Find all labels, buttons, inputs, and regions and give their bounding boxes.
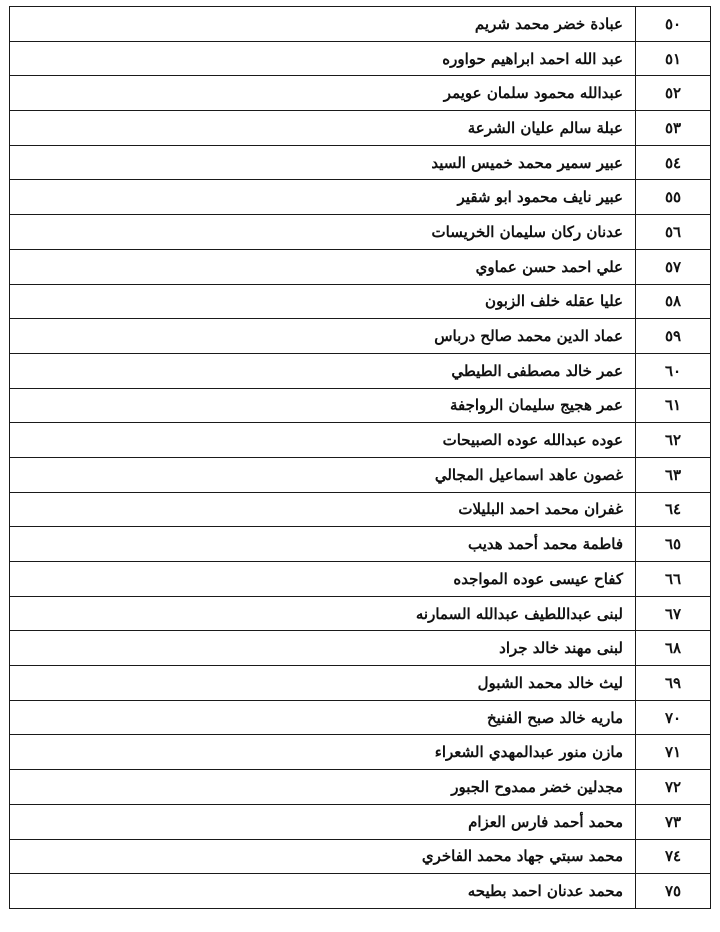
row-name: كفاح عيسى عوده المواجده xyxy=(10,562,636,597)
row-name: عبدالله محمود سلمان عويمر xyxy=(10,76,636,111)
row-number: ٦٢ xyxy=(636,423,711,458)
table-row xyxy=(10,76,711,111)
table-row xyxy=(10,423,711,458)
row-name: عماد الدين محمد صالح درباس xyxy=(10,319,636,354)
row-name: عوده عبدالله عوده الصبيحات xyxy=(10,423,636,458)
table-row xyxy=(10,562,711,597)
row-number: ٥٥ xyxy=(636,180,711,215)
table-row xyxy=(10,527,711,562)
row-name: عبلة سالم عليان الشرعة xyxy=(10,111,636,146)
row-number: ٦٧ xyxy=(636,596,711,631)
table-row xyxy=(10,666,711,701)
row-name: لبنى عبداللطيف عبدالله السمارنه xyxy=(10,596,636,631)
row-number: ٦٦ xyxy=(636,562,711,597)
row-number: ٥٠ xyxy=(636,7,711,42)
row-name: عليا عقله خلف الزبون xyxy=(10,284,636,319)
table-row xyxy=(10,284,711,319)
row-number: ٦٤ xyxy=(636,492,711,527)
row-name: عمر خالد مصطفى الطيطي xyxy=(10,353,636,388)
row-number: ٧٢ xyxy=(636,770,711,805)
row-number: ٥٢ xyxy=(636,76,711,111)
table-row xyxy=(10,111,711,146)
table-row xyxy=(10,180,711,215)
table-row xyxy=(10,874,711,909)
row-number: ٥٧ xyxy=(636,249,711,284)
row-name: محمد أحمد فارس العزام xyxy=(10,804,636,839)
row-number: ٥٦ xyxy=(636,215,711,250)
row-number: ٦١ xyxy=(636,388,711,423)
row-name: علي احمد حسن عماوي xyxy=(10,249,636,284)
table-row xyxy=(10,353,711,388)
row-name: محمد سبتي جهاد محمد الفاخري xyxy=(10,839,636,874)
row-number: ٥٣ xyxy=(636,111,711,146)
row-number: ٦٣ xyxy=(636,457,711,492)
table-row xyxy=(10,388,711,423)
row-name: لبنى مهند خالد جراد xyxy=(10,631,636,666)
table-row xyxy=(10,735,711,770)
row-number: ٧٠ xyxy=(636,700,711,735)
table-row xyxy=(10,41,711,76)
row-name: فاطمة محمد أحمد هديب xyxy=(10,527,636,562)
row-name: غصون عاهد اسماعيل المجالي xyxy=(10,457,636,492)
table-row xyxy=(10,631,711,666)
table-row xyxy=(10,839,711,874)
row-number: ٦٩ xyxy=(636,666,711,701)
row-name: ماريه خالد صبح الفنيخ xyxy=(10,700,636,735)
row-name: مجدلين خضر ممدوح الجبور xyxy=(10,770,636,805)
names-table-body xyxy=(10,7,711,909)
row-number: ٦٨ xyxy=(636,631,711,666)
table-row xyxy=(10,7,711,42)
row-name: عدنان ركان سليمان الخريسات xyxy=(10,215,636,250)
row-number: ٧٤ xyxy=(636,839,711,874)
table-row xyxy=(10,319,711,354)
row-number: ٧١ xyxy=(636,735,711,770)
row-name: عبير سمير محمد خميس السيد xyxy=(10,145,636,180)
table-row xyxy=(10,596,711,631)
names-table xyxy=(9,6,711,909)
row-number: ٥٨ xyxy=(636,284,711,319)
row-number: ٥١ xyxy=(636,41,711,76)
row-number: ٧٥ xyxy=(636,874,711,909)
row-number: ٥٩ xyxy=(636,319,711,354)
row-number: ٦٠ xyxy=(636,353,711,388)
table-row xyxy=(10,492,711,527)
row-name: مازن منور عبدالمهدي الشعراء xyxy=(10,735,636,770)
table-row xyxy=(10,804,711,839)
row-number: ٦٥ xyxy=(636,527,711,562)
table-row xyxy=(10,249,711,284)
table-row xyxy=(10,700,711,735)
row-number: ٧٣ xyxy=(636,804,711,839)
table-row xyxy=(10,770,711,805)
table-row xyxy=(10,215,711,250)
row-name: عبير نايف محمود ابو شقير xyxy=(10,180,636,215)
table-row xyxy=(10,145,711,180)
row-name: محمد عدنان احمد بطيحه xyxy=(10,874,636,909)
row-name: ليث خالد محمد الشبول xyxy=(10,666,636,701)
row-name: عمر هجيج سليمان الرواجفة xyxy=(10,388,636,423)
row-name: عبادة خضر محمد شريم xyxy=(10,7,636,42)
row-name: عبد الله احمد ابراهيم حواوره xyxy=(10,41,636,76)
row-name: غفران محمد احمد البليلات xyxy=(10,492,636,527)
table-row xyxy=(10,457,711,492)
row-number: ٥٤ xyxy=(636,145,711,180)
